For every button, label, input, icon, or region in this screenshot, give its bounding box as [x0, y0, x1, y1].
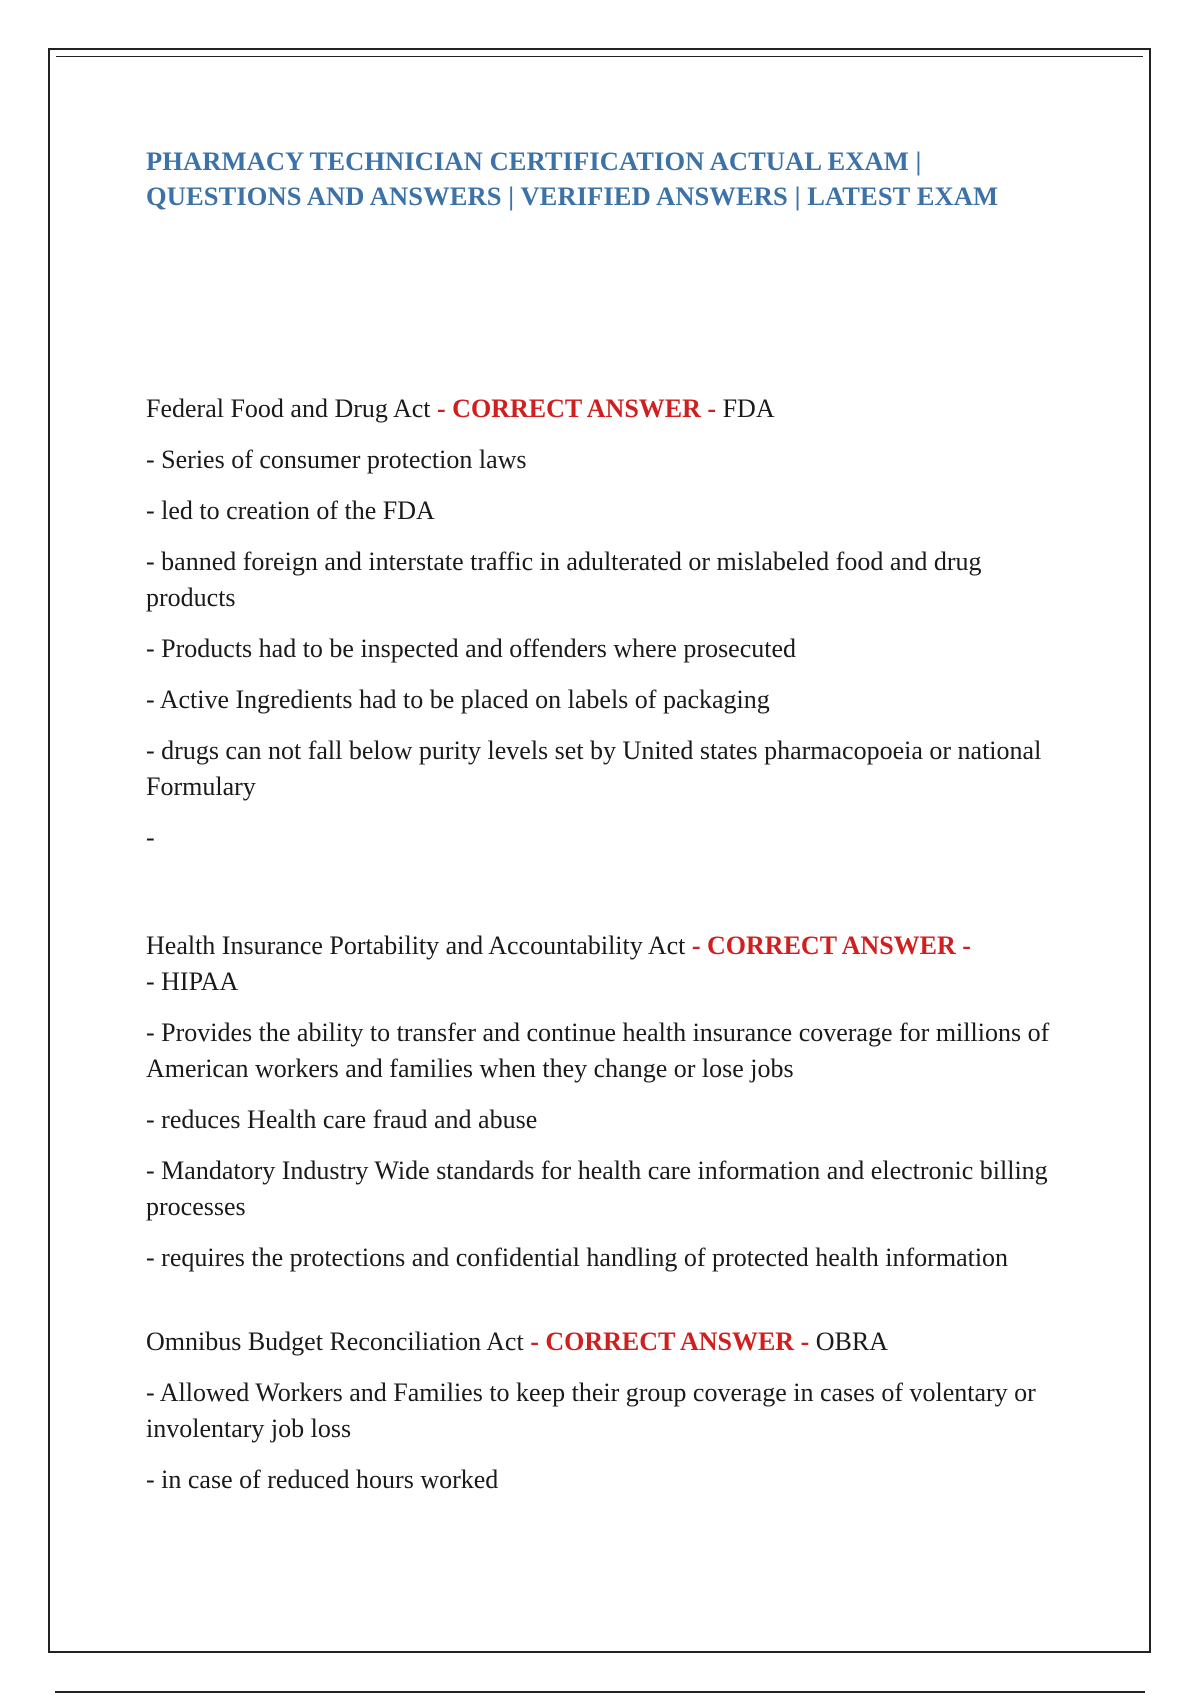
answer-point: - Series of consumer protection laws	[146, 445, 527, 474]
answer-point: - Products had to be inspected and offenders where prosecuted	[146, 634, 797, 663]
answer-point: - requires the protections and confidential handling of protected health information	[146, 1243, 1009, 1272]
qa-term: Health Insurance Portability and Accountability Act	[146, 931, 686, 960]
answer-point: - drugs can not fall below purity levels set by United states pharmacopoeia or national Formulary	[146, 736, 1042, 801]
qa-section-obra	[146, 1324, 1066, 1498]
qa-answer: OBRA	[815, 1327, 888, 1356]
answer-point: - Mandatory Industry Wide standards for health care information and electronic billing processes	[146, 1156, 1048, 1221]
answer-point: - in case of reduced hours worked	[146, 1465, 499, 1494]
title-line-2: QUESTIONS AND ANSWERS | VERIFIED ANSWERS | LATEST EXAM	[146, 181, 999, 211]
answer-point: - Active Ingredients had to be placed on labels of packaging	[146, 685, 770, 714]
qa-heading	[146, 391, 1066, 427]
document-content	[146, 144, 1066, 1513]
qa-section-hipaa	[146, 928, 1066, 1276]
correct-answer-marker: - CORRECT ANSWER -	[691, 931, 971, 960]
qa-term: Omnibus Budget Reconciliation Act	[146, 1327, 524, 1356]
answer-point: -	[146, 823, 155, 852]
answer-point: - Allowed Workers and Families to keep their group coverage in cases of volentary or involentary job loss	[146, 1378, 1036, 1443]
qa-heading	[146, 1324, 1066, 1360]
title-line-1: PHARMACY TECHNICIAN CERTIFICATION ACTUAL EXAM |	[146, 146, 922, 176]
footer-rule	[55, 1691, 1145, 1693]
qa-section-fda	[146, 391, 1066, 856]
answer-point: - banned foreign and interstate traffic in adulterated or mislabeled food and drug products	[146, 547, 982, 612]
answer-point: - led to creation of the FDA	[146, 496, 435, 525]
correct-answer-marker: - CORRECT ANSWER -	[530, 1327, 810, 1356]
qa-answer: - HIPAA	[146, 967, 239, 996]
qa-answer: FDA	[722, 394, 775, 423]
answer-point: - reduces Health care fraud and abuse	[146, 1105, 538, 1134]
qa-term: Federal Food and Drug Act	[146, 394, 431, 423]
document-title	[146, 144, 1066, 214]
qa-heading	[146, 928, 1066, 1000]
correct-answer-marker: - CORRECT ANSWER -	[437, 394, 717, 423]
answer-point: - Provides the ability to transfer and continue health insurance coverage for millions of American workers and families when they change or lose jobs	[146, 1018, 1050, 1083]
